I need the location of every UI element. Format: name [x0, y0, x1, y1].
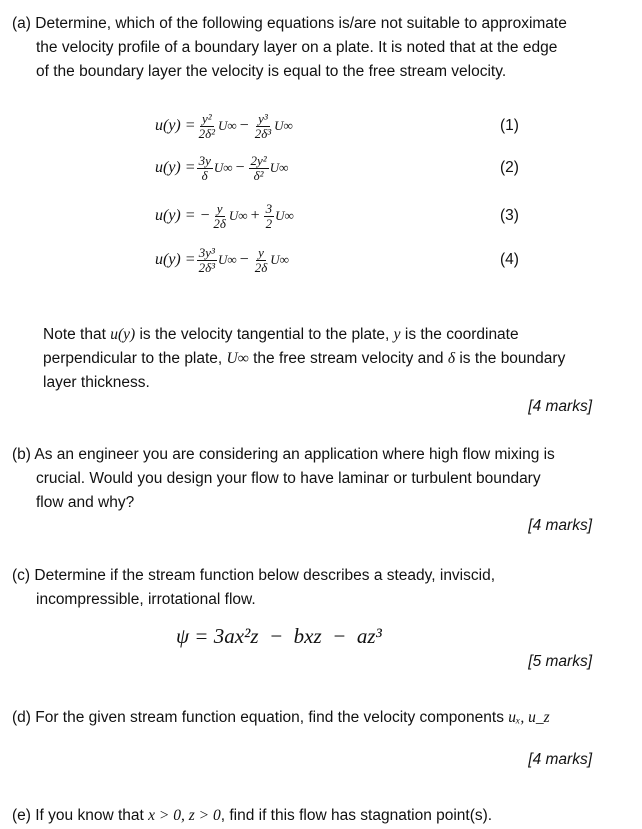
- equation-number: (1): [500, 117, 519, 134]
- equation-number: (3): [500, 207, 519, 224]
- part-c-question: [12, 564, 612, 612]
- fraction: [197, 246, 217, 275]
- fraction: [249, 154, 269, 183]
- fraction-denominator: 2: [265, 215, 273, 231]
- part-d-marks: [4 marks]: [528, 751, 592, 768]
- equation-lhs: u(y) =: [155, 159, 196, 176]
- stream-function-equation: ψ = 3ax²z − bxz − az³: [176, 624, 382, 648]
- fraction-numerator: 3y³: [198, 244, 215, 260]
- part-e-text-1: (e) If you know that: [12, 807, 149, 824]
- equation-row: [155, 150, 288, 186]
- note-math-y: y: [393, 326, 401, 343]
- free-stream-symbol: U∞: [270, 252, 289, 267]
- note-math-u: u(y): [110, 326, 136, 343]
- free-stream-symbol: U∞: [218, 252, 237, 267]
- free-stream-symbol: U∞: [274, 118, 293, 133]
- part-e-math: x > 0, z > 0: [148, 807, 221, 824]
- equation-row: [155, 108, 293, 144]
- fraction-denominator: 2δ: [254, 259, 268, 275]
- part-a-marks: [4 marks]: [528, 398, 592, 415]
- equation-row: [155, 242, 289, 278]
- part-a-line-1: (a) Determine, which of the following equations is/are not suitable to approximate: [12, 15, 567, 32]
- equation-lhs: u(y) =: [155, 251, 196, 268]
- fraction-denominator: δ: [201, 167, 208, 183]
- free-stream-symbol: U∞: [269, 160, 289, 175]
- part-b-line-2: crucial. Would you design your flow to have laminar or turbulent boundary: [36, 470, 541, 487]
- free-stream-symbol: U∞: [228, 208, 248, 223]
- part-b-marks: [4 marks]: [528, 517, 592, 534]
- operator: +: [250, 207, 260, 224]
- equation-lhs: u(y) =: [155, 117, 196, 134]
- fraction-denominator: 2δ³: [198, 259, 216, 275]
- part-a-line-2: the velocity profile of a boundary layer on a plate. It is noted that at the edge: [36, 39, 558, 56]
- part-d-question: [12, 706, 632, 730]
- free-stream-symbol: U∞: [213, 160, 233, 175]
- part-c-line-1: (c) Determine if the stream function below describes a steady, inviscid,: [12, 567, 495, 584]
- note-text: is the velocity tangential to the plate,: [135, 326, 394, 343]
- fraction-numerator: y²: [201, 110, 212, 126]
- part-e-question: [12, 804, 632, 828]
- equation-number: (4): [500, 251, 519, 268]
- fraction: [253, 112, 273, 141]
- note-text: is the boundary: [455, 350, 566, 367]
- part-b-question: [12, 443, 612, 515]
- fraction-numerator: y: [258, 244, 264, 260]
- free-stream-symbol: U∞: [218, 118, 237, 133]
- note-line-3: layer thickness.: [43, 374, 150, 391]
- part-d-math: uₓ, u_z: [508, 709, 550, 726]
- fraction: [264, 202, 275, 231]
- note-text: is the coordinate: [400, 326, 519, 343]
- part-e-text-2: , find if this flow has stagnation point(s).: [220, 807, 493, 824]
- equation-row: [155, 198, 294, 234]
- fraction-numerator: y: [216, 200, 223, 216]
- part-b-line-1: (b) As an engineer you are considering an application where high flow mixing is: [12, 446, 555, 463]
- fraction-numerator: 2y²: [250, 152, 267, 168]
- fraction-denominator: δ²: [253, 167, 264, 183]
- note-text: perpendicular to the plate,: [43, 350, 227, 367]
- fraction-numerator: 3: [265, 200, 273, 216]
- fraction-numerator: 3y: [198, 152, 211, 168]
- note-text: Note that: [43, 326, 111, 343]
- equation-number: (2): [500, 159, 519, 176]
- note-math-delta: δ: [447, 350, 456, 367]
- part-a-note: [43, 323, 613, 395]
- operator: −: [239, 251, 249, 268]
- fraction: [197, 154, 213, 183]
- operator: −: [239, 117, 249, 134]
- part-a-line-3: of the boundary layer the velocity is equal to the free stream velocity.: [36, 63, 507, 80]
- part-d-text: (d) For the given stream function equation, find the velocity components: [12, 709, 509, 726]
- fraction: [197, 112, 217, 141]
- fraction-denominator: 2δ²: [198, 125, 216, 141]
- operator: −: [235, 159, 245, 176]
- part-a-question: [12, 12, 612, 84]
- fraction-denominator: 2δ: [213, 215, 226, 231]
- note-line-1: [43, 323, 613, 347]
- note-text: the free stream velocity and: [248, 350, 448, 367]
- equation-lhs: u(y) = −: [155, 207, 211, 224]
- fraction: [253, 246, 270, 275]
- fraction-numerator: y³: [258, 110, 268, 126]
- part-c-line-2: incompressible, irrotational flow.: [36, 591, 256, 608]
- fraction-denominator: 2δ³: [254, 125, 272, 141]
- free-stream-symbol: U∞: [275, 208, 294, 223]
- note-math-uinf: U∞: [226, 350, 249, 367]
- fraction: [211, 202, 228, 231]
- note-line-2: [43, 347, 613, 371]
- part-b-line-3: flow and why?: [36, 494, 135, 511]
- part-c-marks: [5 marks]: [528, 653, 592, 670]
